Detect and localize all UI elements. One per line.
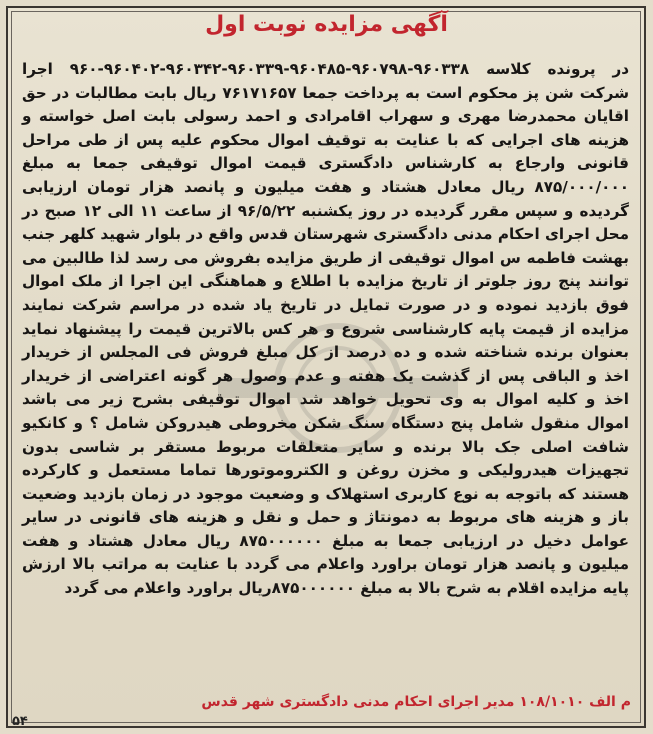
notice-title: آگهی مزایده نوبت اول — [205, 12, 448, 37]
notice-body: در پرونده کلاسه ۹۶۰۳۳۸-۹۶۰۷۹۸-۹۶۰۴۸۵-۹۶۰۳۳۹-۹۶۰۳۴۲-۹۶۰۴۰۲-۹۶۰ اجرا شرکت شن پز محکوم است به پرداخت جمعا ۷۶۱۷۱۶۵۷ ریال بابت مطالبات در حق اقایان محمدرضا مهری و سهراب اقامرادی و احمد رسولی بابت اصل خواسته و هزینه های اجرایی که با عنایت به توقیف اموال محکوم علیه پس از طی مراحل قانونی وارجاع به کارشناس دادگستری قیمت اموال توقیفی جمعا به مبلغ ۸۷۵/۰۰۰/۰۰۰ ریال معادل هشتاد و هفت میلیون و پانصد هزار تومان ارزیابی گردیده و سپس مقرر گردیده در روز یکشنبه ۹۶/۵/۲۲ از ساعت ۱۱ الی ۱۲ صبح در محل اجرای احکام مدنی دادگستری شهرستان قدس واقع در بلوار شهید کلهر جنب بهشت فاطمه س اموال توقیفی از طریق مزایده بفروش می رسد لذا طالبین می توانند پنج روز جلوتر از تاریخ مزایده با اطلاع و هماهنگی این اجرا از ملک اموال فوق بازدید نموده و در صورت تمایل در تاریخ یاد شده در مراسم شرکت نمایند مزایده از قیمت پایه کارشناسی شروع و هر کس بالاترین قیمت را پیشنهاد نماید بعنوان برنده شناخته شده و ده درصد از کل مبلغ فروش فی المجلس از خریدار اخذ و الباقی پس از گذشت یک هفته و عدم وصول هر گونه اعتراضی از خریدار اخذ و کلیه اموال به وی تحویل خواهد شد اموال توقیفی بشرح زیر می باشد اموال منقول شامل پنج دستگاه سنگ شکن مخروطی هیدروکن شامل ؟ و کانکیو شافت اصلی جک بالا برنده و سایر متعلقات مربوط مستقر بر شاسی بدون تجهیزات هیدرولیکی و مخزن روغن و الکتروموتورها تماما مستعمل و کارکرده هستند که باتوجه به نوع کاربری استهلاک و وضعیت موجود در زمان بازدید وضعیت باز و هزینه های مربوط به دمونتاژ و حمل و نقل و هزینه های قانونی در سایر عوامل دخیل در ارزیابی جمعا به مبلغ ۸۷۵۰۰۰۰۰۰ ریال معادل هشتاد و هفت میلیون و پانصد هزار تومان براورد واعلام می گردد با عنایت به مراتب بالا ارزش پایه مزایده اقلام به شرح بالا به مبلغ ۸۷۵۰۰۰۰۰۰ریال براورد واعلام می گردد — [22, 60, 630, 598]
notice-signature: م الف ۱۰۸/۱۰۱۰ مدیر اجرای احکام مدنی دادگستری شهر قدس — [201, 694, 631, 710]
page-number: ۵۴ — [12, 714, 28, 729]
